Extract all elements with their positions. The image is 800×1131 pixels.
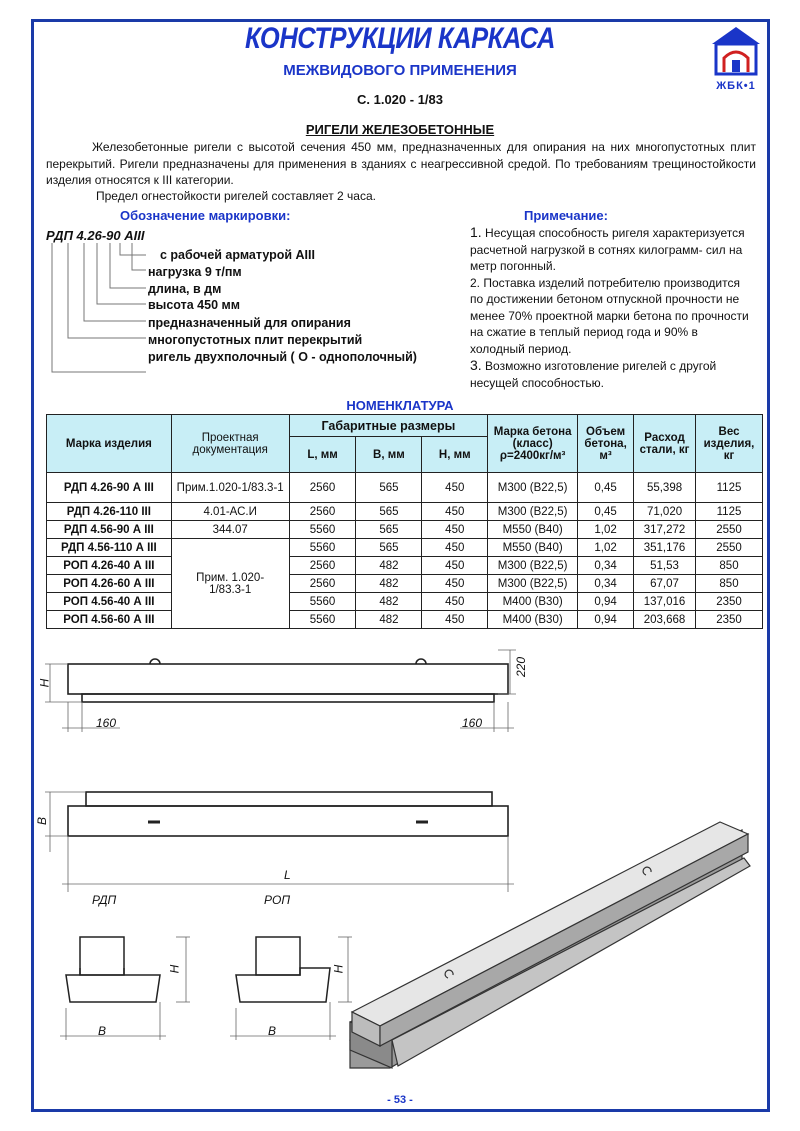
table-row: РДП 4.56-90 А III 344.07 5560 565 450 М550 (В40) 1,02 317,272 2550 xyxy=(47,521,763,539)
table-row: РДП 4.26-90 А III Прим.1.020-1/83.3-1 2560 565 450 М300 (В22,5) 0,45 55,398 1125 xyxy=(47,473,763,503)
note-item-1: 1. Несущая способность ригеля характеризуется расчетной нагрузкой в сотнях килограмм- сил на метр погонный. xyxy=(470,224,745,273)
page-subtitle: МЕЖВИДОВОГО ПРИМЕНЕНИЯ xyxy=(283,62,517,79)
plan-B-label: B xyxy=(35,816,50,826)
side-view-beam xyxy=(68,664,508,694)
marking-example: РДП 4.26-90 АIII xyxy=(46,228,145,243)
fire-resistance-text: Предел огнестойкости ригелей составляет 2 часа. xyxy=(96,189,376,203)
section-title: РИГЕЛИ ЖЕЛЕЗОБЕТОННЫЕ xyxy=(305,122,495,137)
merged-doc-cell: Прим. 1.020-1/83.3-1 xyxy=(171,539,289,629)
header-mark: Марка изделия xyxy=(47,415,172,473)
marking-line-3: длина, в дм xyxy=(148,282,222,296)
plan-view-top xyxy=(86,792,492,806)
label-rdp: РДП xyxy=(92,893,117,907)
header-steel: Расход стали, кг xyxy=(634,415,696,473)
page-number: - 53 - xyxy=(387,1094,413,1106)
section-rop-top xyxy=(256,937,300,975)
table-row: РДП 4.56-110 А III Прим. 1.020-1/83.3-1 5560 565 450 М550 (В40) 1,02 351,176 2550 xyxy=(47,539,763,557)
label-rop: РОП xyxy=(264,893,291,907)
marking-line-6: многопустотных плит перекрытий xyxy=(148,333,363,347)
header-volume: Объем бетона, м³ xyxy=(578,415,634,473)
marking-line-2: нагрузка 9 т/пм xyxy=(148,265,242,279)
note-item-3: 3. Возможно изготовление ригелей с другой несущей способностью. xyxy=(470,357,717,390)
table-title: НОМЕНКЛАТУРА xyxy=(346,398,454,413)
table-row: РОП 4.26-60 А III 2560 482 450 М300 (В22,5) 0,34 67,07 850 xyxy=(47,575,763,593)
isometric-beam xyxy=(350,822,750,1068)
section-rop-H: H xyxy=(331,964,346,974)
header-H: H, мм xyxy=(422,437,488,473)
table-row: РОП 4.56-60 А III 5560 482 450 М400 (В30) 0,94 203,668 2350 xyxy=(47,611,763,629)
section-rdp-B: B xyxy=(98,1024,107,1038)
dim-220-label: 220 xyxy=(514,656,529,678)
marking-line-1: с рабочей арматурой АIII xyxy=(160,248,315,262)
marking-line-4: высота 450 мм xyxy=(148,298,241,312)
series-code: С. 1.020 - 1/83 xyxy=(357,92,443,107)
section-rop-base xyxy=(236,968,330,1002)
marking-line-7: ригель двухполочный ( О - однополочный) xyxy=(148,350,417,364)
dim-160-left: 160 xyxy=(96,716,117,730)
header-B: B, мм xyxy=(356,437,422,473)
note-item-2: 2. Поставка изделий потребителю производится по достижении бетоном отпускной прочности не менее 70% проектной марки бетона по прочности на сжатие в теплый период года и 90% в холодный период. xyxy=(470,275,749,356)
header-concrete: Марка бетона (класс) ρ=2400кг/м³ xyxy=(488,415,578,473)
table-row: РОП 4.26-40 А III 2560 482 450 М300 (В22,5) 0,34 51,53 850 xyxy=(47,557,763,575)
header-weight: Вес изделия, кг xyxy=(696,415,763,473)
section-rdp-H: H xyxy=(167,964,182,974)
marking-title: Обозначение маркировки: xyxy=(120,208,291,223)
table-row: РОП 4.56-40 А III 5560 482 450 М400 (В30) 0,94 137,016 2350 xyxy=(47,593,763,611)
dim-160-right: 160 xyxy=(462,716,483,730)
section-rdp-base xyxy=(66,975,160,1002)
header-doc: Проектная документация xyxy=(171,415,289,473)
plan-view-beam xyxy=(68,806,508,836)
header-L: L, мм xyxy=(289,437,356,473)
page-title: КОНСТРУКЦИИ КАРКАСА xyxy=(244,22,555,55)
marking-line-5: предназначенный для опирания xyxy=(148,316,351,330)
section-rdp-top xyxy=(80,937,124,975)
table-row: РДП 4.26-110 III 4.01-АС.И 2560 565 450 М300 (В22,5) 0,45 71,020 1125 xyxy=(47,503,763,521)
plan-L-label: L xyxy=(284,868,291,882)
logo-text: ЖБК•1 xyxy=(716,80,756,92)
intro-paragraph: Железобетонные ригели с высотой сечения 450 мм, предназначенных для опирания на них многопустотных плит перекрытий. Ригели предназначены для применения в зданиях с неагрессивной средой. По требованиям трещиностойкости изделия относятся к III категории. xyxy=(46,140,756,187)
section-rop-B: B xyxy=(268,1024,277,1038)
header-dims: Габаритные размеры xyxy=(289,415,488,437)
notes-title: Примечание: xyxy=(524,208,608,223)
side-view-shelf xyxy=(82,694,494,702)
side-H-label: H xyxy=(37,678,52,688)
